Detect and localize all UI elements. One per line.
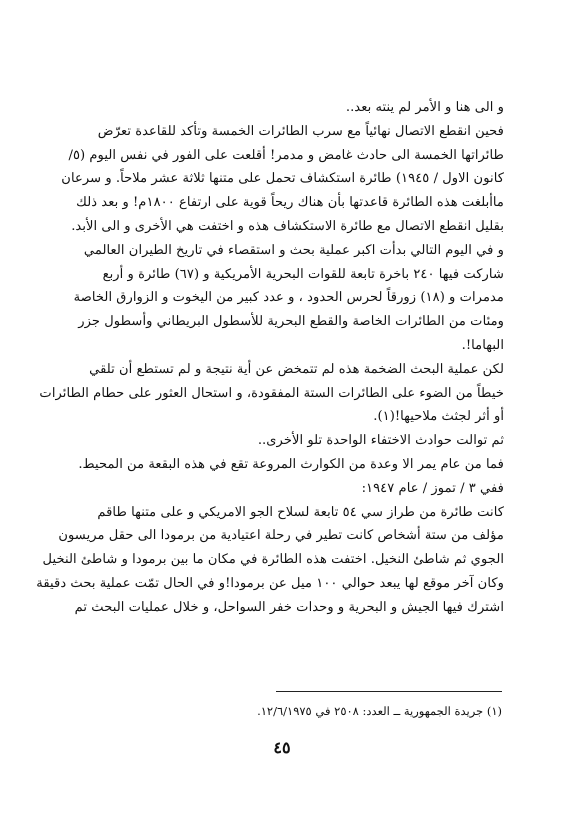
text-line: ففي ٣ / تموز / عام ١٩٤٧: [361,480,504,496]
text-line: فما من عام يمر الا وعدة من الكوارث المروعة تقع في هذه البقعة من المحيط. [78,456,504,472]
body-text [36,96,504,620]
footnote: (١) جريدة الجمهورية ــ العدد: ٢٥٠٨ في ١٢/٦/١٩٧٥. [257,704,502,718]
text-line: و في اليوم التالي بدأت اكبر عملية بحث و استقصاء في تاريخ الطيران العالمي [83,242,504,258]
text-line: كانون الاول / ١٩٤٥) طائرة استكشاف تحمل على متنها ثلاثة عشر ملاحاً. و سرعان [61,171,504,187]
text-line: كانت طائرة من طراز سي ٥٤ تابعة لسلاح الجو الامريكي و على متنها طاقم [97,504,504,520]
text-line: اشترك فيها الجيش و البحرية و وحدات خفر السواحل، و خلال عمليات البحث تم [74,599,504,615]
text-line: و الى هنا و الأمر لم ينته بعد.. [345,100,504,115]
text-line: ثم توالت حوادث الاختفاء الواحدة تلو الأخرى.. [257,433,504,449]
text-line: وكان آخر موقع لها يبعد حوالي ١٠٠ ميل عن برمودا!و في الحال تمّت عملية بحث دقيقة [36,575,504,591]
text-line: أو أثر لجثث ملاحيها!(١). [373,409,504,425]
text-line: فحين انقطع الاتصال نهائياً مع سرب الطائرات الخمسة وتأكد للقاعدة تعرّض [97,123,504,139]
text-line: مدمرات و (١٨) زورقاً لحرس الحدود ، و عدد كبير من اليخوت و الزوارق الخاصة [73,290,504,306]
text-line: خيطاً من الضوء على الطائرات الستة المفقودة، و استحال العثور على حطام الطائرات [39,385,504,401]
text-line: بقليل انقطع الاتصال مع طائرة الاستكشاف هذه و اختفت هي الأخرى و الى الأبد. [71,218,504,234]
text-line: البهاما!. [461,337,504,353]
page-number: ٤٥ [273,738,291,757]
text-line: ومئات من الطائرات الخاصة والقطع البحرية للأسطول البريطاني وأسطول جزر [78,314,504,330]
text-line: الجوي ثم شاطئ النخيل. اختفت هذه الطائرة في مكان ما بين برمودا و شاطئ النخيل [42,552,504,568]
text-line: ماأبلغت هذه الطائرة قاعدتها بأن هناك ريحاً قوية على ارتفاع ١٨٠٠م! و بعد ذلك [76,195,504,211]
text-line: طائراتها الخمسة الى حادث غامض و مدمر! أقلعت على الفور في نفس اليوم (٥/ [68,147,504,163]
text-line: شاركت فيها ٢٤٠ باخرة تابعة للقوات البحرية الأمريكية و (٦٧) طائرة و أربع [102,266,504,282]
footnote-divider [276,691,502,692]
text-line: لكن عملية البحث الضخمة هذه لم تتمخض عن أية نتيجة و لم تستطع أن تلقي [89,361,504,377]
text-line: مؤلف من ستة أشخاص كانت تطير في رحلة اعتيادية من برمودا الى حقل مريسون [58,528,504,544]
